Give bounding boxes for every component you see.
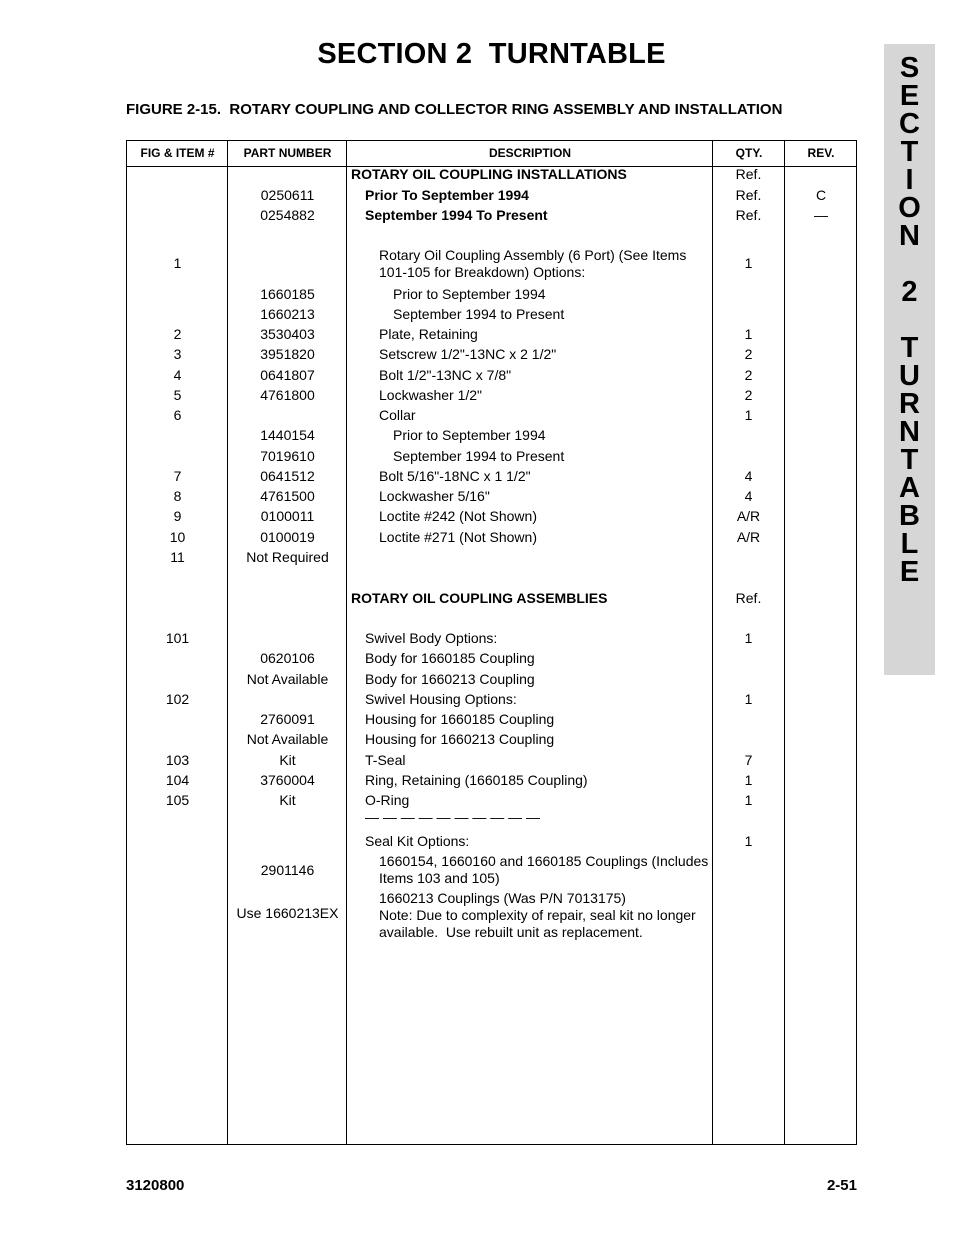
part-number: Not Required	[246, 549, 329, 565]
quantity: Ref.	[735, 207, 762, 223]
part-number: 0620106	[260, 650, 315, 666]
header-description: DESCRIPTION	[488, 146, 571, 160]
quantity: 2	[744, 367, 753, 383]
column-divider	[784, 141, 785, 1144]
quantity: A/R	[736, 508, 761, 524]
part-number: 0254882	[260, 207, 315, 223]
side-tab-letter: O	[898, 192, 921, 224]
item-number: 103	[165, 752, 190, 768]
part-number: 3530403	[260, 326, 315, 342]
item-number: 2	[173, 326, 182, 342]
part-description: Collar	[379, 407, 416, 423]
quantity: 1	[744, 772, 753, 788]
quantity: 1	[744, 326, 753, 342]
part-description: September 1994 to Present	[393, 448, 565, 464]
table-header	[127, 141, 856, 167]
header-fig-item: FIG & ITEM #	[140, 146, 215, 160]
figure-title: FIGURE 2-15. ROTARY COUPLING AND COLLECTOR RING ASSEMBLY AND INSTALLATION	[126, 101, 783, 118]
item-number: 101	[165, 630, 190, 646]
part-number: 1440154	[260, 427, 315, 443]
quantity: Ref.	[735, 166, 762, 182]
side-tab-letter: T	[900, 444, 919, 476]
part-number: 4761500	[260, 488, 315, 504]
part-description: Swivel Body Options:	[365, 630, 498, 646]
part-number: 2901146	[260, 862, 315, 878]
quantity: 1	[744, 407, 753, 423]
part-description: Swivel Housing Options:	[365, 691, 517, 707]
part-number: Not Available	[246, 731, 329, 747]
part-description: Ring, Retaining (1660185 Coupling)	[365, 772, 588, 788]
quantity: 1	[744, 630, 753, 646]
part-description: 1660154, 1660160 and 1660185 Couplings (Includes Items 103 and 105)	[379, 853, 709, 886]
part-number: 0250611	[260, 187, 315, 203]
part-description: — — — — — — — — — —	[365, 809, 541, 825]
side-tab-letter: A	[899, 472, 920, 504]
side-tab-letter: N	[899, 416, 920, 448]
part-number: 3951820	[260, 346, 315, 362]
side-tab-letter: T	[900, 332, 919, 364]
part-number: 0100011	[260, 508, 315, 524]
part-number: 0641512	[260, 468, 315, 484]
quantity: 2	[744, 346, 753, 362]
part-description: September 1994 to Present	[393, 306, 565, 322]
part-description: Lockwasher 1/2"	[379, 387, 483, 403]
part-description: Housing for 1660213 Coupling	[365, 731, 555, 747]
part-description: Plate, Retaining	[379, 326, 478, 342]
revision: —	[814, 207, 828, 223]
side-tab-letter: U	[899, 360, 920, 392]
revision: C	[815, 187, 827, 203]
footer-page-number: 2-51	[826, 1177, 857, 1194]
part-description: Setscrew 1/2"-13NC x 2 1/2"	[379, 346, 557, 362]
side-tab-letter: E	[899, 80, 920, 112]
quantity: 4	[744, 488, 753, 504]
quantity: Ref.	[735, 590, 762, 606]
part-description: Prior to September 1994	[393, 286, 546, 302]
side-tab-letter: I	[905, 164, 914, 196]
side-tab-letter: 2	[901, 276, 918, 308]
header-qty: QTY.	[735, 146, 763, 160]
side-tab-letter: T	[900, 136, 919, 168]
quantity: 1	[744, 792, 753, 808]
part-description: Bolt 5/16"-18NC x 1 1/2"	[379, 468, 531, 484]
section-heading: Prior To September 1994	[365, 187, 529, 203]
part-description: Loctite #242 (Not Shown)	[379, 508, 537, 524]
part-number: Kit	[279, 752, 296, 768]
footer-doc-number: 3120800	[126, 1177, 185, 1194]
side-tab-letter: R	[899, 388, 920, 420]
item-number: 6	[173, 407, 182, 423]
side-tab-letter: E	[899, 556, 920, 588]
item-number: 104	[165, 772, 190, 788]
part-number: Not Available	[246, 671, 329, 687]
quantity: 1	[744, 833, 753, 849]
part-description: Lockwasher 5/16"	[379, 488, 490, 504]
part-number: 1660185	[260, 286, 315, 302]
item-number: 105	[165, 792, 190, 808]
quantity: 2	[744, 387, 753, 403]
quantity: A/R	[736, 529, 761, 545]
part-number: 1660213	[260, 306, 315, 322]
side-tab-letter: C	[899, 108, 920, 140]
quantity: 1	[744, 691, 753, 707]
item-number: 3	[173, 346, 182, 362]
section-heading: ROTARY OIL COUPLING INSTALLATIONS	[351, 166, 627, 182]
item-number: 102	[165, 691, 190, 707]
part-description: 1660213 Couplings (Was P/N 7013175)	[379, 890, 626, 906]
item-number: 10	[169, 529, 186, 545]
part-description: Note: Due to complexity of repair, seal kit no longer available. Use rebuilt unit as replacement.	[379, 907, 696, 940]
part-description: Body for 1660213 Coupling	[365, 671, 535, 687]
item-number: 1	[173, 255, 182, 271]
part-description: Rotary Oil Coupling Assembly (6 Port) (See Items 101-105 for Breakdown) Options:	[379, 247, 687, 280]
part-number: 3760004	[260, 772, 315, 788]
part-number: 4761800	[260, 387, 315, 403]
part-number: 0100019	[260, 529, 315, 545]
item-number: 11	[170, 549, 185, 565]
side-tab-letter: S	[899, 52, 920, 84]
part-number: 7019610	[260, 448, 315, 464]
quantity: Ref.	[735, 187, 762, 203]
section-heading: ROTARY OIL COUPLING ASSEMBLIES	[351, 590, 608, 606]
quantity: 7	[744, 752, 753, 768]
part-description: Loctite #271 (Not Shown)	[379, 529, 537, 545]
part-number: Use 1660213EX	[236, 905, 339, 921]
side-tab-letter: L	[900, 528, 919, 560]
quantity: 1	[744, 255, 753, 271]
header-part-number: PART NUMBER	[243, 146, 332, 160]
page-title: SECTION 2 TURNTABLE	[317, 38, 666, 70]
item-number: 9	[173, 508, 182, 524]
side-tab-letter: B	[899, 500, 920, 532]
item-number: 8	[173, 488, 182, 504]
item-number: 7	[173, 468, 182, 484]
part-description: Body for 1660185 Coupling	[365, 650, 535, 666]
section-heading: September 1994 To Present	[365, 207, 548, 223]
part-description: Housing for 1660185 Coupling	[365, 711, 555, 727]
part-description: O-Ring	[365, 792, 410, 808]
parts-table	[126, 140, 857, 1145]
section-side-tab	[884, 44, 935, 675]
part-description: Prior to September 1994	[393, 427, 546, 443]
part-number: Kit	[279, 792, 296, 808]
part-description: T-Seal	[365, 752, 406, 768]
item-number: 5	[173, 387, 182, 403]
side-tab-letter: N	[899, 220, 920, 252]
part-description: Seal Kit Options:	[365, 833, 470, 849]
quantity: 4	[744, 468, 753, 484]
header-rev: REV.	[807, 146, 835, 160]
part-number: 0641807	[260, 367, 315, 383]
part-number: 2760091	[260, 711, 315, 727]
part-description: Bolt 1/2"-13NC x 7/8"	[379, 367, 512, 383]
item-number: 4	[173, 367, 182, 383]
